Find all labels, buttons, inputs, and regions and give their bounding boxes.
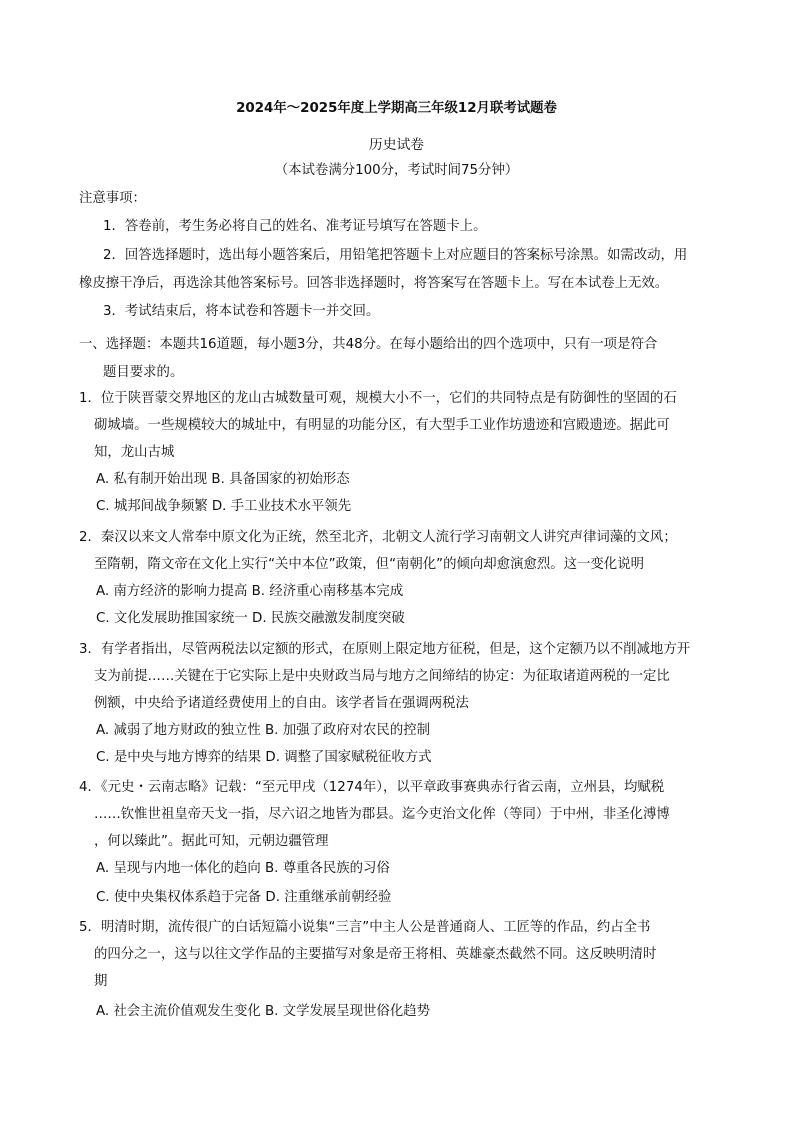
notice-heading: 注意事项：: [79, 191, 146, 206]
notice-item-line: 2．回答选择题时，选出每小题答案后，用铅笔把答题卡上对应题目的答案标号涂黑。如需改动，用: [103, 248, 688, 263]
stem-line: ，何以臻此”。据此可知，元朝边疆管理: [94, 834, 329, 849]
section-line: 一、选择题：本题共16道题，每小题3分，共48分。在每小题给出的四个选项中，只有一项是符合: [79, 337, 658, 352]
question-stem: [79, 636, 719, 717]
question-3: [79, 636, 719, 771]
stem-line: 的四分之一，这与以往文学作品的主要描写对象是帝王将相、英雄豪杰截然不同。这反映明清时: [94, 947, 657, 962]
stem-line: ……钦惟世祖皇帝天戈一指，尽六诏之地皆为郡县。迄今吏治文化侔（等同）于中州，非圣化溥博: [94, 807, 670, 822]
question-options: [79, 998, 719, 1025]
option-line: C. 是中央与地方博弈的结果 D. 调整了国家赋税征收方式: [96, 750, 432, 765]
question-options: [79, 466, 719, 520]
stem-line: 至隋朝，隋文帝在文化上实行“关中本位”政策，但“南朝化”的倾向却愈演愈烈。这一变化说明: [94, 557, 644, 572]
question-2: [79, 524, 719, 632]
stem-line: 5．明清时期，流传很广的白话短篇小说集“三言”中主人公是普通商人、工匠等的作品，约占全书: [79, 920, 651, 935]
stem-line: 支为前提……关键在于它实际上是中央财政当局与地方之间缔结的协定：为征取诸道两税的一定比: [94, 669, 670, 684]
stem-line: 1．位于陕晋蒙交界地区的龙山古城数量可观，规模大小不一，它们的共同特点是有防御性的坚固的石: [79, 391, 677, 406]
notice-item-2: [79, 242, 713, 298]
notice-item-line: 1．答卷前，考生务必将自己的姓名、准考证号填写在答题卡上。: [103, 219, 487, 234]
notice-item-line: 3．考试结束后，将本试卷和答题卡一并交回。: [103, 304, 380, 319]
stem-line: 4．《元史・云南志略》记载：“至元甲戌（1274年），以平章政事赛典赤行省云南，立州县，均赋税: [79, 780, 665, 795]
stem-line: 砌城墙。一些规模较大的城址中，有明显的功能分区，有大型手工业作坊遗迹和宫殿遗迹。据此可: [94, 418, 670, 433]
option-line: A. 私有制开始出现 B. 具备国家的初始形态: [96, 472, 350, 487]
stem-line: 知，龙山古城: [94, 445, 175, 460]
notice-item-1: [79, 213, 713, 241]
subject-title: 历史试卷: [368, 137, 425, 153]
option-line: C. 城邦间战争频繁 D. 手工业技术水平领先: [96, 499, 352, 514]
notice-item-line: 橡皮擦干净后，再选涂其他答案标号。回答非选择题时，将答案写在答题卡上。写在本试卷上无效。: [79, 276, 669, 291]
question-1: [79, 385, 719, 520]
question-4: [79, 774, 719, 911]
stem-line: 2．秦汉以来文人常奉中原文化为正统，然至北齐，北朝文人流行学习南朝文人讲究声律词藻的文风；: [79, 530, 677, 545]
question-stem: [79, 524, 719, 578]
section-heading: [79, 331, 719, 387]
exam-title: 2024年～2025年度上学期高三年级12月联考试题卷: [236, 101, 557, 116]
question-stem: [79, 774, 719, 855]
stem-line: 3．有学者指出，尽管两税法以定额的形式，在原则上限定地方征税，但是，这个定额乃以不削减地方开: [79, 642, 691, 657]
option-line: A. 减弱了地方财政的独立性 B. 加强了政府对农民的控制: [96, 723, 430, 738]
section-line: 题目要求的。: [103, 365, 184, 380]
question-options: [79, 855, 719, 911]
notice-item-3: [79, 298, 713, 326]
option-line: A. 社会主流价值观发生变化 B. 文学发展呈现世俗化趋势: [96, 1004, 430, 1019]
question-5: [79, 914, 719, 1025]
question-options: [79, 717, 719, 771]
question-stem: [79, 385, 719, 466]
option-line: C. 使中央集权体系趋于完备 D. 注重继承前朝经验: [96, 890, 392, 905]
stem-line: 例额，中央给予诸道经费使用上的自由。该学者旨在强调两税法: [94, 696, 469, 711]
option-line: A. 南方经济的影响力提高 B. 经济重心南移基本完成: [96, 584, 404, 599]
option-line: C. 文化发展助推国家统一 D. 民族交融激发制度突破: [96, 611, 405, 626]
option-line: A. 呈现与内地一体化的趋向 B. 尊重各民族的习俗: [96, 861, 390, 876]
question-stem: [79, 914, 719, 995]
question-options: [79, 578, 719, 632]
stem-line: 期: [94, 974, 108, 989]
exam-meta: （本试卷满分100分，考试时间75分钟）: [274, 163, 519, 178]
